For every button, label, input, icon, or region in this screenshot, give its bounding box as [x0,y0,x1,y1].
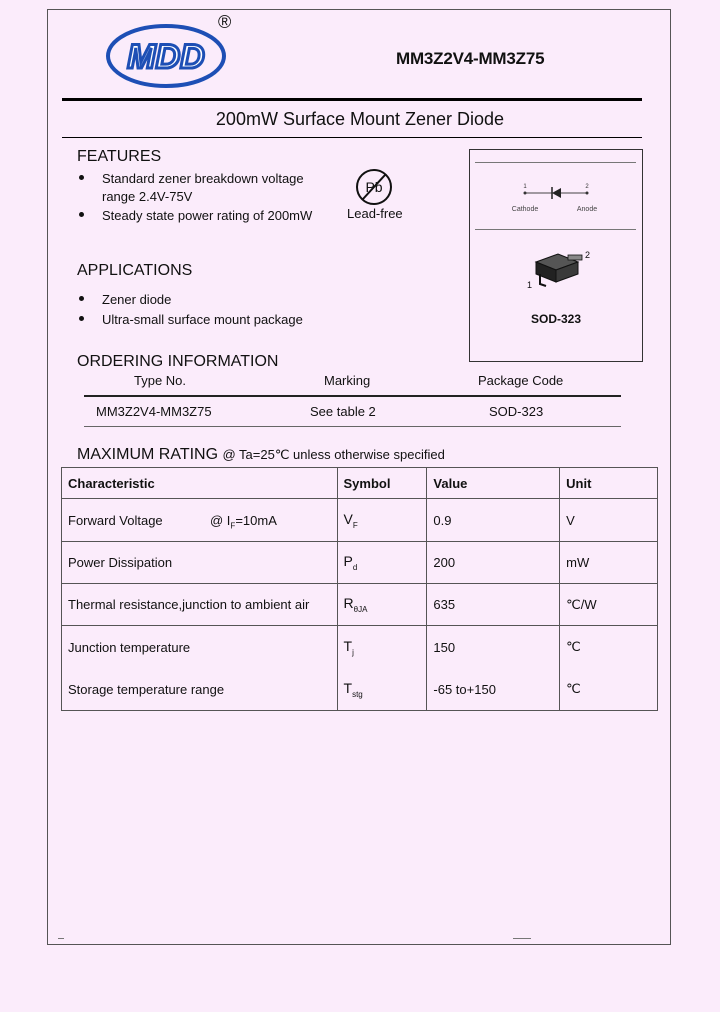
max-rating-condition: @ Ta=25℃ unless otherwise specified [222,447,445,462]
value-cell: 200 [427,542,560,584]
unit-cell: ℃ [560,626,658,669]
feature-item: range 2.4V-75V [102,189,193,204]
symbol-text: R [343,595,354,612]
ordering-header-marking: Marking [324,373,371,388]
part-range-title: MM3Z2V4-MM3Z75 [396,49,545,68]
cathode-label: Cathode [511,206,539,213]
symbol-sub: F [352,520,358,530]
application-item: Ultra-small surface mount package [102,312,303,327]
feature-item: Standard zener breakdown voltage [102,171,304,186]
ordering-title: ORDERING INFORMATION [77,353,279,370]
bullet [79,296,84,301]
lead-free-icon [354,168,394,206]
body-pin1: 1 [527,280,533,290]
characteristic-text: Forward Voltage [68,512,163,528]
table-row [62,584,658,626]
ordering-package: SOD-323 [489,404,544,419]
sod323-package-icon [522,246,594,292]
value-cell: 0.9 [427,499,560,542]
table-row [62,626,658,669]
unit-cell: V [560,499,658,542]
registered-mark: ® [218,12,232,32]
symbol-cell [337,584,427,626]
bullet [79,212,84,217]
ordering-header-type: Type No. [134,373,187,388]
max-rating-table [61,467,658,711]
subtitle-rule [62,137,642,138]
symbol-sub: j [352,647,354,657]
document-subtitle: 200mW Surface Mount Zener Diode [215,109,505,129]
application-item: Zener diode [102,292,172,307]
header-rule [62,98,642,101]
bullet [79,316,84,321]
features-title: FEATURES [77,148,162,165]
characteristic-cell: Junction temperature [62,626,338,669]
pin2-number: 2 [585,184,589,190]
package-divider [475,229,636,230]
header-value: Value [427,468,560,499]
applications-title: APPLICATIONS [77,262,193,279]
characteristic-cell: Thermal resistance,junction to ambient air [62,584,338,626]
unit-cell: ℃/W [560,584,658,626]
lead-symbol: Pb [365,179,383,195]
table-row [62,542,658,584]
condition-tail: =10mA [235,513,277,528]
symbol-cell [337,542,427,584]
package-name: SOD-323 [530,312,582,326]
table-row [62,668,658,711]
symbol-text: T [343,679,353,696]
value-cell: -65 to+150 [427,668,560,711]
package-divider [475,162,636,163]
max-rating-title [77,446,445,464]
condition-sub: F [230,521,236,531]
symbol-text: P [343,553,353,570]
forward-voltage-condition [210,513,277,531]
ordering-rule [84,395,621,397]
body-pin2: 2 [585,250,591,260]
characteristic-cell [62,499,338,542]
bullet [79,175,84,180]
lead-free-label: Lead-free [347,206,403,221]
characteristic-cell: Power Dissipation [62,542,338,584]
ordering-type: MM3Z2V4-MM3Z75 [96,404,212,419]
condition-text: @ I [210,513,231,528]
mdd-logo [106,24,226,88]
ordering-marking: See table 2 [310,404,376,419]
characteristic-cell: Storage temperature range [62,668,338,711]
unit-cell: mW [560,542,658,584]
anode-label: Anode [576,206,598,213]
header-symbol: Symbol [337,468,427,499]
package-box [469,149,643,362]
footer-mark-left [58,938,64,939]
table-row [62,499,658,542]
feature-item: Steady state power rating of 200mW [102,208,313,223]
symbol-cell [337,626,427,669]
symbol-cell [337,668,427,711]
value-cell: 150 [427,626,560,669]
max-rating-heading: MAXIMUM RATING [77,446,219,463]
header-characteristic: Characteristic [62,468,338,499]
unit-cell: ℃ [560,668,658,711]
logo-text: MDD [127,38,205,76]
diode-schematic-icon [506,180,606,214]
ordering-header-package: Package Code [478,373,564,388]
symbol-text: V [343,510,353,527]
symbol-sub: stg [352,689,363,699]
symbol-sub: d [352,562,358,572]
symbol-text: T [343,637,353,654]
pin1-number: 1 [523,184,527,190]
symbol-sub: θJA [353,604,368,614]
ordering-bottom-rule [84,426,621,427]
value-cell: 635 [427,584,560,626]
footer-mark-right [513,938,531,939]
header-unit: Unit [560,468,658,499]
table-header-row [62,468,658,499]
symbol-cell [337,499,427,542]
